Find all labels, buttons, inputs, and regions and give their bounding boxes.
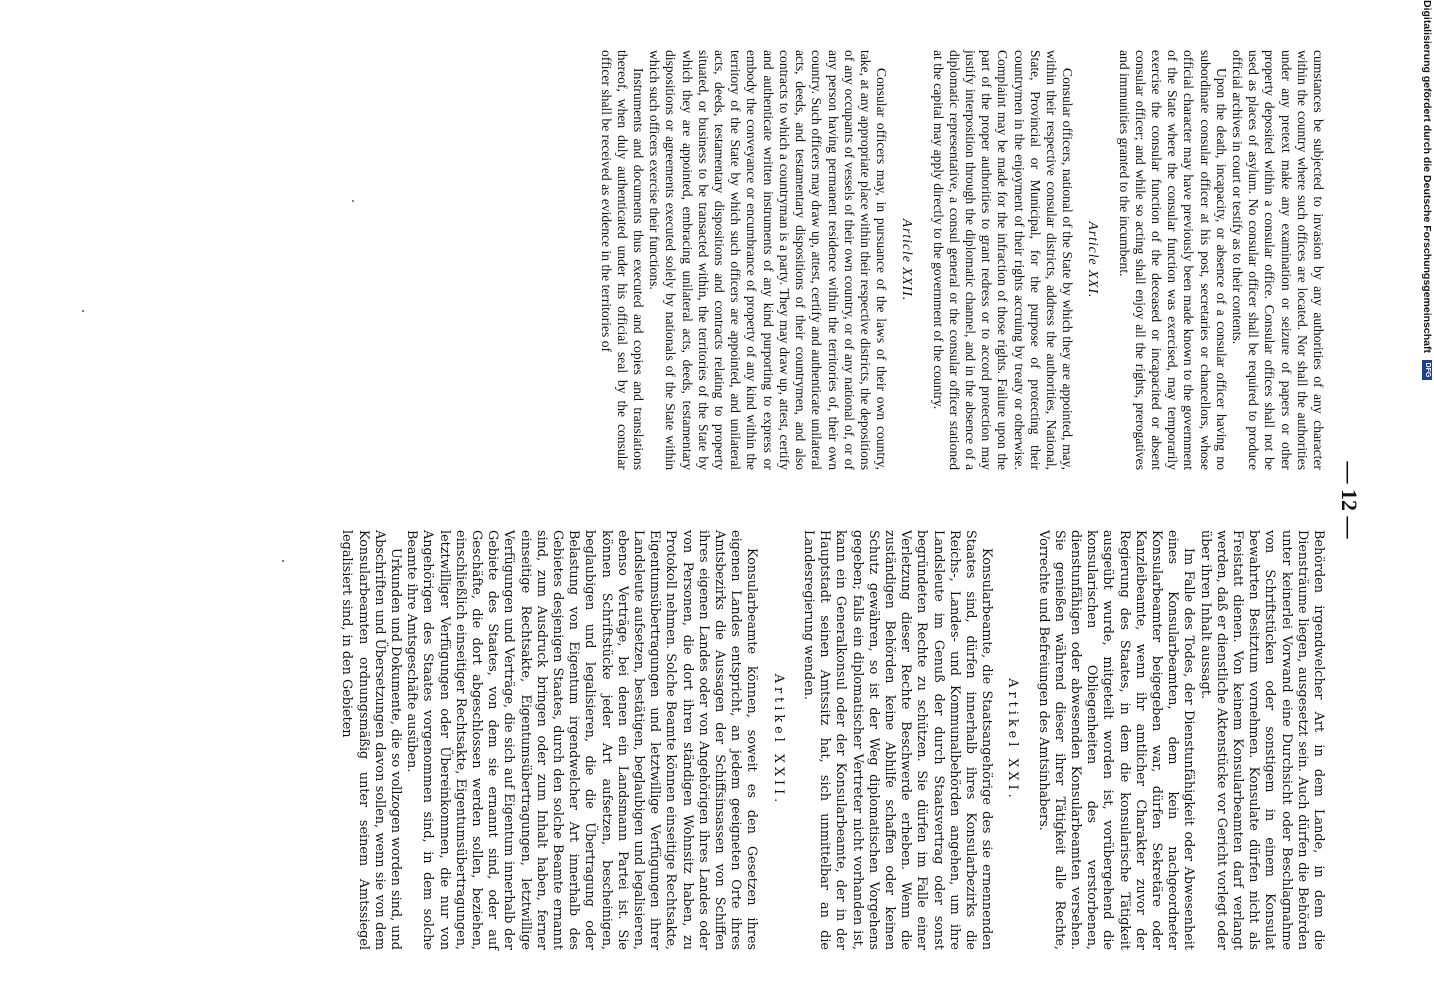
- scan-speck: [282, 560, 284, 562]
- german-paragraph: Urkunden und Dokumente, die so vollzogen worden sind, und Abschriften und Übersetzungen davon sollen, wenn sie von dem Konsularbeamten ordnungsmäßig unter seinem Amtssiegel legalisiert sind, in den Gebieten: [339, 530, 404, 950]
- article-heading: Artikel XXII.: [770, 673, 786, 807]
- english-column: [597, 50, 1326, 470]
- scan-speck: [352, 200, 354, 202]
- german-paragraph: Konsularbeamte können, soweit es den Gesetzen ihres eigenen Landes entspricht, an jedem geeigneten Orte ihres Amtsbezirks die Aussagen der Schiffsinsassen von Schiffen ihres eigenen Landes oder von Angehörigen ihres Landes oder von Personen, die dort ihren ständigen Wohnsitz haben, zu Protokoll nehmen. Solche Beamte können einseitige Rechtsakte, Eigentumsübertragungen und letztwillige Verfügungen ihrer Landsleute aufsetzen, bestätigen, beglaubigen und legalisieren, ebenso Verträge, bei denen ein Landsmann Partei ist. Sie können Schriftstücke jeder Art aufsetzen, bescheinigen, beglaubigen und legalisieren, die die Übertragung oder Belastung von Eigentum irgendwelcher Art innerhalb des Gebietes desjenigen Staates, durch den solche Beamte ernannt sind, zum Ausdruck bringen oder zum Inhalt haben, ferner einseitige Rechtsakte, Eigentumsübertragungen, letztwillige Verfügungen und Verträge, die sich auf Eigentum innerhalb der Gebiete des Staates, von dem sie ernannt sind, oder auf Geschäfte, die dort abgeschlossen werden sollen, beziehen, einschließlich einseitiger Rechtsakte, Eigentumsübertragungen, letztwilliger Verfügungen oder Übereinkommen, die nur von Angehörigen des Staates vorgenommen sind, in dem solche Beamte ihre Amtsgeschäfte ausüben.: [404, 530, 760, 950]
- english-paragraph: cumstances be subjected to invasion by any authorities of any character within the country where such offices are located. Nor shall the authorities under any pretext make any examination or seizure of papers or other property deposited within a consular office. Consular offices shall not be used as places of asylum. No consular officer shall be required to produce official archives in court or testify as to their contents.: [1229, 50, 1326, 470]
- english-paragraph: Instruments and documents thus executed and copies and translations thereof, when duly authenticated under his official seal by the consular officer shall be received as evidence in the territories of: [598, 50, 647, 470]
- english-paragraph: Consular officers, national of the State by which they are appointed, may, within their respective consular districts, address the authorities, National, State, Provincial or Municipal, for the purpose of protecting their countrymen in the enjoyment of their rights accruing by treaty or otherwise. Complaint may be made for the infraction of those rights. Failure upon the part of the proper authorities to grant redress or to accord protection may justify interposition through the diplomatic channel, and in the absence of a diplomatic representative, a consul general or the consular officer stationed at the capital may apply directly to the government of the country.: [930, 50, 1076, 470]
- article-heading: Article XXI.: [1086, 221, 1102, 299]
- page-number: — 12 —: [1337, 461, 1362, 539]
- scan-speck: [82, 310, 84, 312]
- article-heading: Artikel XXI.: [1005, 678, 1021, 802]
- dfg-logo: DFG: [1422, 360, 1432, 380]
- german-paragraph: Konsularbeamte, die Staatsangehörige des sie ernennenden Staates sind, dürfen innerhalb ihres Konsularbezirks die Reichs-, Landes- und Kommunalbehörden angehen, um ihre Landsleute im Genuß der durch Staatsvertrag oder sonst begründeten Rechte zu schützen. Sie dürfen im Falle einer Verletzung dieser Rechte Beschwerde erheben. Wenn die zuständigen Behörden keine Abhilfe schaffen oder keinen Schutz gewähren, so ist der Weg diplomatischen Vorgehens gegeben; falls ein diplomatischer Vertreter nicht vorhanden ist, kann ein Generalkonsul oder der Konsularbeamte, der in der Hauptstadt seinen Amtssitz hat, sich unmittelbar an die Landesregierung wenden.: [800, 530, 995, 950]
- german-column: [338, 530, 1326, 950]
- english-paragraph: Consular officers may, in pursuance of the laws of their own country, take, at any appropriate place within their respective districts, the depositions of any occupants of vessels of their own country, or of any national of, or of any person having permanent residence within the territories of, their own country. Such officers may draw up, attest, certify and authenticate unilateral acts, deeds, and testamentary dispositions of their countrymen, and also contracts to which a countryman is a party. They may draw up, attest, certify and authenticate written instruments of any kind purporting to express or embody the conveyance or encumbrance of property of any kind within the territory of the State by which such officers are appointed, and unilateral acts, deeds, testamentary dispositions and contracts relating to property situated, or business to be transacted within, the territories of the State by which they are appointed, embracing unilateral acts, deeds, testamentary dispositions or agreements executed solely by nationals of the State within which such officers exercise their functions.: [647, 50, 890, 470]
- german-paragraph: Behörden irgendwelcher Art in dem Lande, in dem die Diensträume liegen, ausgesetzt sein. Auch dürfen die Behörden unter keinerlei Vorwand eine Durchsicht oder Beschlagnahme von Schriftstücken oder sonstigem in einem Konsulat bewahrten Besitztum vornehmen. Konsulate dürfen nicht als Freistatt dienen. Von keinem Konsularbeamten darf verlangt werden, daß er dienstliche Aktenstücke vor Gericht vorlegt oder über ihren Inhalt aussagt.: [1197, 530, 1326, 950]
- digitization-credit: [1420, 0, 1434, 1000]
- article-heading: Article XXII.: [900, 218, 916, 302]
- german-paragraph: Im Falle des Todes, der Dienstunfähigkeit oder Abwesenheit eines Konsularbeamten, dem kein nachgeordneter Konsularbeamter beigegeben war, dürfen Sekretäre oder Kanzleibeamte, wenn ihr amtlicher Charakter zuvor der Regierung des Staates, in dem die konsularische Tätigkeit ausgeübt wurde, mitgeteilt worden ist, vorübergehend die konsularischen Obliegenheiten des verstorbenen, dienstunfähigen oder abwesenden Konsularbeamten versehen. Sie genießen während dieser ihrer Tätigkeit alle Rechte, Vorrechte und Befreiungen des Amtsinhabers.: [1035, 530, 1197, 950]
- credit-text: Digitalisierung gefördert durch die Deutsche Forschungsgemeinschaft: [1421, 0, 1433, 353]
- english-paragraph: Upon the death, incapacity, or absence of a consular officer having no subordinate consular officer at his post, secretaries or chancellors, whose official character may have previously been made known to the government of the State where the consular function was exercised, may temporarily exercise the consular function of the deceased or incapacited or absent consular officer; and while so acting shall enjoy all the rights, prerogatives and immunities granted to the incumbent.: [1116, 50, 1229, 470]
